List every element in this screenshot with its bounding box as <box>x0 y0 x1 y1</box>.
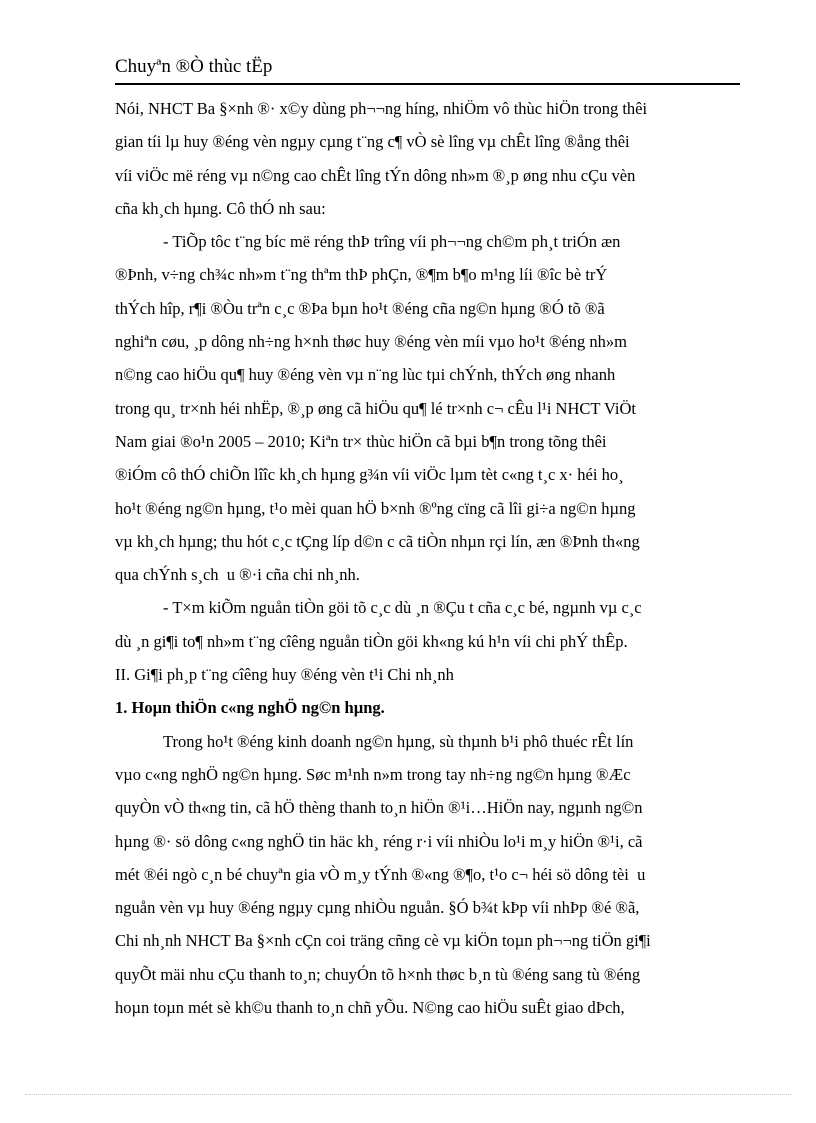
header-rule <box>115 83 740 85</box>
text-line: ho¹t ®éng ng©n hµng, t¹o mèi quan hÖ b×nh ®ºng cïng cã lîi gi÷a ng©n hµng <box>115 498 636 518</box>
page-header <box>115 54 740 80</box>
text-line: mét ®éi ngò c¸n bé chuyªn gia vÒ m¸y tÝnh ®«ng ®¶o, t¹o c¬ héi sö dông tèi u <box>115 864 646 884</box>
text-line: gian tíi lµ huy ®éng vèn ngµy cµng t¨ng c¶ vÒ sè lîng vµ chÊt lîng ®ång thêi <box>115 132 630 152</box>
intro-paragraph <box>115 92 740 225</box>
text-line: vµ kh¸ch hµng; thu hót c¸c tÇng líp d©n c cã tiÒn nhµn rçi lín, æn ®Þnh th«ng <box>115 531 640 551</box>
section-heading: II. Gi¶i ph¸p t¨ng cîêng huy ®éng vèn t¹i Chi nh¸nh <box>115 665 454 685</box>
text-line: qua chÝnh s¸ch u ®·i cña chi nh¸nh. <box>115 565 360 585</box>
text-line: ®iÓm cô thÓ chiÕn lîîc kh¸ch hµng g¾n víi viÖc lµm tèt c«ng t¸c x· héi ho¸ <box>115 465 624 485</box>
text-line: trong qu¸ tr×nh héi nhËp, ®¸p øng cã hiÖu qu¶ lé tr×nh c¬ cÊu l¹i NHCT ViÖt <box>115 398 636 418</box>
text-line: ®Þnh, v÷ng ch¾c nh»m t¨ng thªm thÞ phÇn, ®¶m b¶o m¹ng líi ®îc bè trÝ <box>115 265 608 285</box>
text-line: Trong ho¹t ®éng kinh doanh ng©n hµng, sù thµnh b¹i phô thuéc rÊt lín <box>163 731 634 751</box>
text-line: vµo c«ng nghÖ ng©n hµng. Søc m¹nh n»m trong tay nh÷ng ng©n hµng ®Æc <box>115 764 631 784</box>
text-line: quyÕt mäi nhu cÇu thanh to¸n; chuyÓn tõ h×nh thøc b¸n tù ®éng sang tù ®éng <box>115 964 641 984</box>
bullet-paragraph-2 <box>115 591 740 658</box>
bullet-paragraph-1 <box>115 225 740 591</box>
text-line: Nói, NHCT Ba §×nh ®· x©y dùng ph¬¬ng híng, nhiÖm vô thùc hiÖn trong thêi <box>115 99 648 118</box>
body-paragraph <box>115 725 740 1025</box>
text-line: hµng ®· sö dông c«ng nghÖ tin häc kh¸ réng r·i víi nhiÒu lo¹i m¸y hiÖn ®¹i, cã <box>115 831 643 851</box>
text-line: - T×m kiÕm nguån tiÒn göi tõ c¸c dù ¸n ®Çu t cña c¸c bé, ngµnh vµ c¸c <box>163 598 642 618</box>
subsection-heading: 1. Hoµn thiÖn c«ng nghÖ ng©n hµng. <box>115 698 385 718</box>
text-line: cña kh¸ch hµng. Cô thÓ nh sau: <box>115 198 326 218</box>
header-title: Chuyªn ®Ò thùc tËp <box>115 56 273 77</box>
page-bottom-border <box>25 1094 791 1095</box>
text-line: Nam giai ®o¹n 2005 – 2010; Kiªn tr× thùc hiÖn cã bµi b¶n trong tõng thêi <box>115 431 607 451</box>
text-line: n©ng cao hiÖu qu¶ huy ®éng vèn vµ n¨ng lùc tµi chÝnh, thÝch øng nhanh <box>115 365 616 385</box>
text-line: thÝch hîp, r¶i ®Òu trªn c¸c ®Þa bµn ho¹t ®éng cña ng©n hµng ®Ó tõ ®ã <box>115 298 605 318</box>
text-line: hoµn toµn mét sè kh©u thanh to¸n chñ yÕu. N©ng cao hiÖu suÊt giao dÞch, <box>115 998 625 1018</box>
document-body <box>115 92 740 1024</box>
text-line: quyÒn vÒ th«ng tin, cã hÖ thèng thanh to¸n hiÖn ®¹i…HiÖn nay, ngµnh ng©n <box>115 798 643 818</box>
text-line: Chi nh¸nh NHCT Ba §×nh cÇn coi träng cñng cè vµ kiÖn toµn ph¬¬ng tiÖn gi¶i <box>115 931 651 951</box>
text-line: - TiÕp tôc t¨ng bíc më réng thÞ trîng víi ph¬¬ng ch©m ph¸t triÓn æn <box>163 232 621 252</box>
text-line: nguån vèn vµ huy ®éng ngµy cµng nhiÒu nguån. §Ó b¾t kÞp víi nhÞp ®é ®ã, <box>115 898 640 918</box>
text-line: víi viÖc më réng vµ n©ng cao chÊt lîng tÝn dông nh»m ®¸p øng nhu cÇu vèn <box>115 165 636 185</box>
text-line: dù ¸n gi¶i to¶ nh»m t¨ng cîêng nguån tiÒn göi kh«ng kú h¹n víi chi phÝ thÊp. <box>115 631 628 651</box>
text-line: nghiªn cøu, ¸p dông nh÷ng h×nh thøc huy ®éng vèn míi vµo ho¹t ®éng nh»m <box>115 332 628 352</box>
